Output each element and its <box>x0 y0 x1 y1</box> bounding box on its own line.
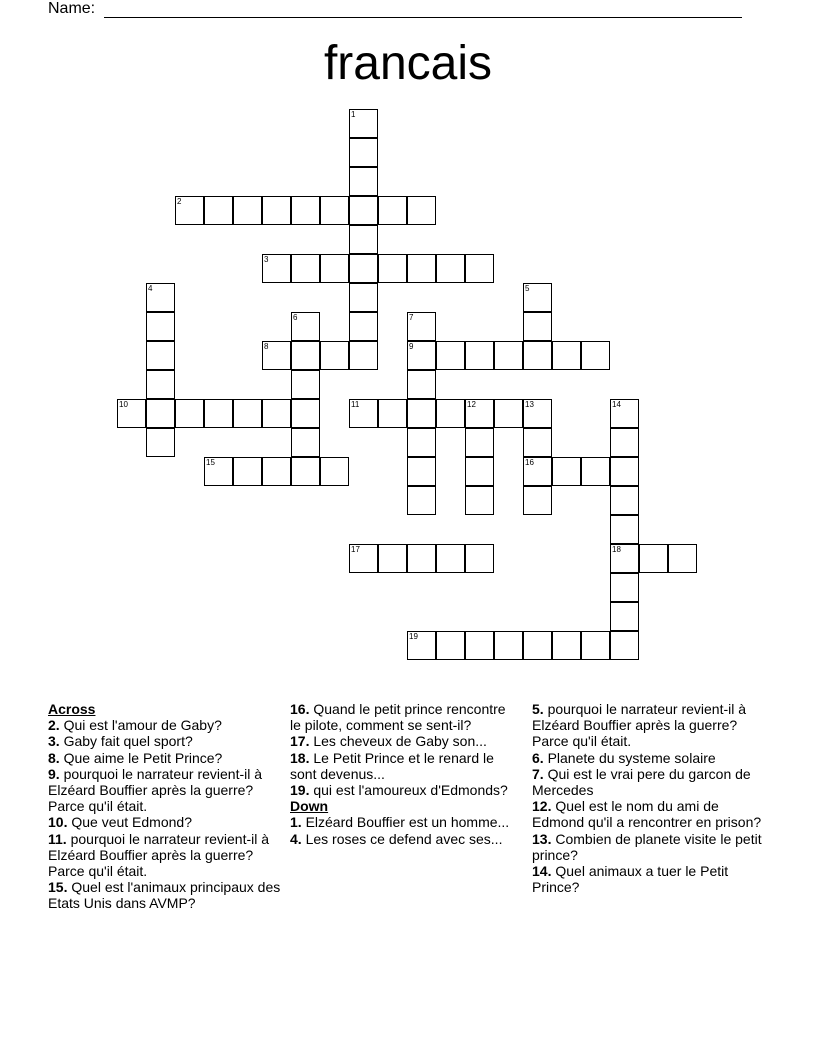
clue-down-4: 4. Les roses ce defend avec ses... <box>290 830 503 847</box>
grid-cell[interactable] <box>552 631 581 660</box>
grid-cell[interactable] <box>465 486 494 515</box>
clue-across-8: 8. Que aime le Petit Prince? <box>48 749 223 766</box>
clue-number: 5 <box>525 284 530 293</box>
name-label: Name: <box>48 0 100 17</box>
grid-cell[interactable] <box>320 196 349 225</box>
clue-across-19: 19. qui est l'amoureux d'Edmonds? <box>290 782 508 799</box>
grid-cell[interactable] <box>204 457 233 486</box>
clue-across-18: 18. Le Petit Prince et le renard le sont devenus... <box>290 749 494 782</box>
grid-cell[interactable] <box>349 341 378 370</box>
clue-down-6: 6. Planete du systeme solaire <box>532 749 716 766</box>
grid-cell[interactable] <box>407 399 436 428</box>
clue-number: 15 <box>206 458 215 467</box>
grid-cell[interactable] <box>494 341 523 370</box>
clue-number: 7 <box>409 313 414 322</box>
clue-down-7: 7. Qui est le vrai pere du garcon de Mercedes <box>532 765 751 799</box>
clue-across-3: 3. Gaby fait quel sport? <box>48 733 193 750</box>
clue-number: 8 <box>264 342 269 351</box>
grid-cell[interactable] <box>291 196 320 225</box>
grid-cell[interactable] <box>465 457 494 486</box>
grid-cell[interactable] <box>523 457 552 486</box>
grid-cell[interactable] <box>610 399 639 428</box>
grid-cell[interactable] <box>233 457 262 486</box>
grid-cell[interactable] <box>378 544 407 573</box>
grid-cell[interactable] <box>465 254 494 283</box>
grid-cell[interactable] <box>233 399 262 428</box>
grid-cell[interactable] <box>407 341 436 370</box>
grid-cell[interactable] <box>378 254 407 283</box>
grid-cell[interactable] <box>349 109 378 138</box>
grid-cell[interactable] <box>552 341 581 370</box>
grid-cell[interactable] <box>262 254 291 283</box>
clue-across-15: 15. Quel est l'animaux principaux des Etats Unis dans AVMP? <box>48 879 281 912</box>
grid-cell[interactable] <box>320 457 349 486</box>
grid-cell[interactable] <box>639 544 668 573</box>
grid-cell[interactable] <box>581 631 610 660</box>
grid-cell[interactable] <box>349 544 378 573</box>
grid-cell[interactable] <box>610 544 639 573</box>
grid-cell[interactable] <box>523 486 552 515</box>
grid-cell[interactable] <box>146 283 175 312</box>
grid-cell[interactable] <box>610 515 639 544</box>
grid-cell[interactable] <box>146 428 175 457</box>
grid-cell[interactable] <box>407 428 436 457</box>
grid-cell[interactable] <box>610 631 639 660</box>
clue-column-1 <box>48 701 284 912</box>
grid-cell[interactable] <box>581 341 610 370</box>
grid-cell[interactable] <box>407 312 436 341</box>
grid-cell[interactable] <box>146 341 175 370</box>
grid-cell[interactable] <box>262 457 291 486</box>
clue-number: 16 <box>525 458 534 467</box>
grid-cell[interactable] <box>407 196 436 225</box>
clue-across-16: 16. Quand le petit prince rencontre le pilote, comment se sent-il? <box>290 701 506 734</box>
grid-cell[interactable] <box>349 254 378 283</box>
page-title: francais <box>323 37 493 90</box>
grid-cell[interactable] <box>523 399 552 428</box>
grid-cell[interactable] <box>175 399 204 428</box>
grid-cell[interactable] <box>610 457 639 486</box>
grid-cell[interactable] <box>117 399 146 428</box>
clue-column-2 <box>290 701 520 847</box>
clue-number: 18 <box>612 545 621 554</box>
clue-number: 3 <box>264 255 269 264</box>
clue-across-2: 2. Qui est l'amour de Gaby? <box>48 717 222 734</box>
clue-down-1: 1. Elzéard Bouffier est un homme... <box>290 814 510 831</box>
grid-cell[interactable] <box>465 631 494 660</box>
grid-cell[interactable] <box>407 486 436 515</box>
clue-across-17: 17. Les cheveux de Gaby son... <box>290 733 487 750</box>
grid-cell[interactable] <box>233 196 262 225</box>
clue-number: 9 <box>409 342 414 351</box>
grid-cell[interactable] <box>494 631 523 660</box>
clue-number: 1 <box>351 110 356 119</box>
grid-cell[interactable] <box>262 341 291 370</box>
grid-cell[interactable] <box>204 196 233 225</box>
grid-cell[interactable] <box>407 457 436 486</box>
grid-cell[interactable] <box>291 399 320 428</box>
grid-cell[interactable] <box>465 428 494 457</box>
grid-cell[interactable] <box>291 254 320 283</box>
clue-number: 11 <box>351 400 360 409</box>
clue-across-11: 11. pourquoi le narrateur revient-il à Elzéard Bouffier après la guerre? Parce qu'il était. <box>48 830 270 880</box>
grid-cell[interactable] <box>436 254 465 283</box>
grid-cell[interactable] <box>349 138 378 167</box>
grid-cell[interactable] <box>523 312 552 341</box>
clue-across-9: 9. pourquoi le narrateur revient-il à Elzéard Bouffier après la guerre? Parce qu'il était. <box>48 765 263 815</box>
grid-cell[interactable] <box>204 399 233 428</box>
grid-cell[interactable] <box>349 312 378 341</box>
grid-cell[interactable] <box>465 399 494 428</box>
clue-down-5: 5. pourquoi le narrateur revient-il à Elzéard Bouffier après la guerre? Parce qu'il était. <box>532 701 747 750</box>
clue-down-12: 12. Quel est le nom du ami de Edmond qu'il a rencontrer en prison? <box>532 798 762 831</box>
grid-cell[interactable] <box>349 196 378 225</box>
clue-down-14: 14. Quel animaux a tuer le Petit Prince? <box>532 863 729 896</box>
grid-cell[interactable] <box>146 312 175 341</box>
grid-cell[interactable] <box>407 370 436 399</box>
clue-number: 19 <box>409 632 418 641</box>
across-heading: Across <box>48 701 96 717</box>
clue-number: 14 <box>612 400 621 409</box>
grid-cell[interactable] <box>465 341 494 370</box>
clue-number: 2 <box>177 197 182 206</box>
grid-cell[interactable] <box>407 544 436 573</box>
grid-cell[interactable] <box>523 283 552 312</box>
grid-cell[interactable] <box>523 631 552 660</box>
grid-cell[interactable] <box>291 428 320 457</box>
grid-cell[interactable] <box>610 428 639 457</box>
grid-cell[interactable] <box>320 341 349 370</box>
clue-number: 10 <box>119 400 128 409</box>
clue-across-10: 10. Que veut Edmond? <box>48 814 192 831</box>
grid-cell[interactable] <box>407 254 436 283</box>
grid-cell[interactable] <box>436 631 465 660</box>
grid-cell[interactable] <box>610 573 639 602</box>
down-heading: Down <box>290 798 329 815</box>
grid-cell[interactable] <box>349 399 378 428</box>
grid-cell[interactable] <box>465 544 494 573</box>
grid-cell[interactable] <box>175 196 204 225</box>
grid-cell[interactable] <box>349 225 378 254</box>
grid-cell[interactable] <box>436 341 465 370</box>
grid-cell[interactable] <box>581 457 610 486</box>
grid-cell[interactable] <box>552 457 581 486</box>
grid-cell[interactable] <box>146 399 175 428</box>
clue-number: 12 <box>467 400 476 409</box>
grid-cell[interactable] <box>436 399 465 428</box>
clue-number: 13 <box>525 400 534 409</box>
grid-cell[interactable] <box>291 370 320 399</box>
grid-cell[interactable] <box>349 283 378 312</box>
grid-cell[interactable] <box>494 399 523 428</box>
grid-cell[interactable] <box>146 370 175 399</box>
grid-cell[interactable] <box>668 544 697 573</box>
grid-cell[interactable] <box>291 312 320 341</box>
grid-cell[interactable] <box>436 544 465 573</box>
grid-cell[interactable] <box>262 399 291 428</box>
grid-cell[interactable] <box>523 341 552 370</box>
clue-number: 4 <box>148 284 153 293</box>
grid-cell[interactable] <box>523 428 552 457</box>
clue-number: 17 <box>351 545 360 554</box>
grid-cell[interactable] <box>378 196 407 225</box>
clue-down-13: 13. Combien de planete visite le petit prince? <box>532 830 762 863</box>
grid-cell[interactable] <box>320 254 349 283</box>
clue-number: 6 <box>293 313 298 322</box>
grid-cell[interactable] <box>291 457 320 486</box>
grid-cell[interactable] <box>610 602 639 631</box>
clue-column-3 <box>532 701 772 895</box>
grid-cell[interactable] <box>291 341 320 370</box>
grid-cell[interactable] <box>262 196 291 225</box>
grid-cell[interactable] <box>407 631 436 660</box>
grid-cell[interactable] <box>378 399 407 428</box>
grid-cell[interactable] <box>610 486 639 515</box>
grid-cell[interactable] <box>349 167 378 196</box>
